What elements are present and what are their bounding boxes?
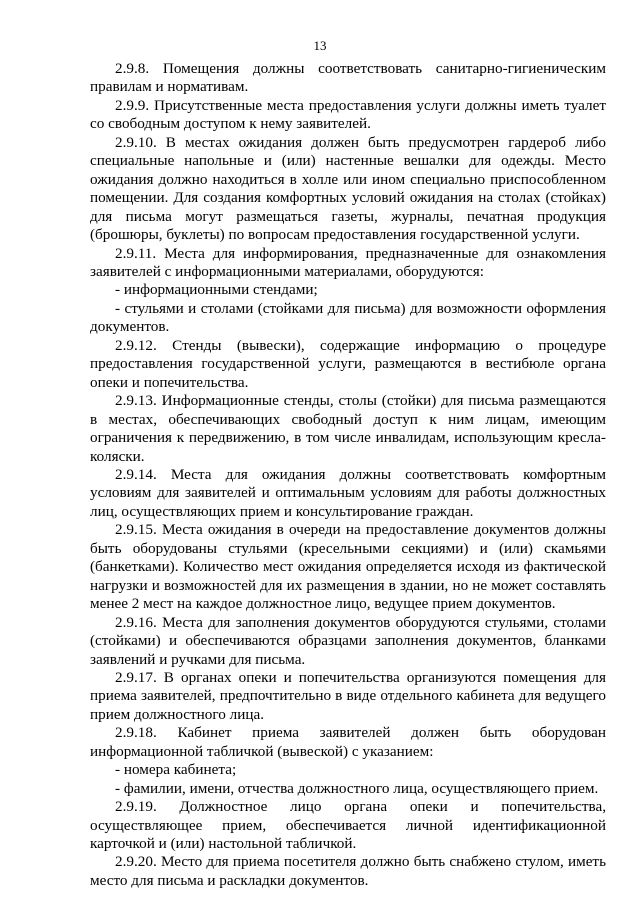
paragraph-2-9-14: 2.9.14. Места для ожидания должны соответствовать комфортным условиям для заявителей и оптимальным условиям для работы должностных лиц, осуществляющих прием и консультирование граждан. — [90, 465, 606, 520]
list-item: - информационными стендами; — [115, 281, 318, 299]
list-item: - фамилии, имени, отчества должностного лица, осуществляющего прием. — [115, 779, 599, 797]
paragraph-2-9-16: 2.9.16. Места для заполнения документов оборудуются стульями, столами (стойками) и обеспечиваются образцами заполнения документов, бланками заявлений и ручками для письма. — [90, 613, 606, 668]
list-item: - номера кабинета; — [115, 761, 237, 779]
paragraph-2-9-18: 2.9.18. Кабинет приема заявителей должен быть оборудован информационной табличкой (вывеской) с указанием: — [90, 724, 606, 760]
paragraph-2-9-11: 2.9.11. Места для информирования, предназначенные для ознакомления заявителей с информационными материалами, оборудуются: — [90, 244, 606, 280]
paragraph-2-9-20: 2.9.20. Место для приема посетителя должно быть снабжено стулом, иметь место для письма и раскладки документов. — [90, 853, 606, 889]
paragraph-2-9-8: 2.9.8. Помещения должны соответствовать санитарно-гигиеническим правилам и нормативам. — [90, 60, 606, 96]
paragraph-2-9-15: 2.9.15. Места ожидания в очереди на предоставление документов должны быть оборудованы стульями (кресельными секциями) и (или) скамьями (банкетками). Количество мест ожидания определяется исходя из фактической нагрузки и возможностей для их размещения в здании, но не может составлять менее 2 мест на каждое должностное лицо, ведущее прием документов. — [90, 521, 606, 613]
list-item: - стульями и столами (стойками для письма) для возможности оформления документов. — [90, 299, 606, 336]
paragraph-2-9-10: 2.9.10. В местах ожидания должен быть предусмотрен гардероб либо специальные напольные и (или) настенные вешалки для одежды. Место ожидания должно находиться в холле или ином специально приспособленном помещении. Для создания комфортных условий ожидания на столах (стойках) для письма могут размещаться газеты, журналы, печатная продукция (брошюры, буклеты) по вопросам предоставления государственной услуги. — [90, 133, 606, 244]
paragraph-2-9-12: 2.9.12. Стенды (вывески), содержащие информацию о процедуре предоставления государственной услуги, размещаются в вестибюле органа опеки и попечительства. — [90, 336, 606, 391]
paragraph-2-9-9: 2.9.9. Присутственные места предоставления услуги должны иметь туалет со свободным доступом к нему заявителей. — [90, 96, 606, 133]
page-number: 13 — [313, 38, 327, 53]
paragraph-2-9-13: 2.9.13. Информационные стенды, столы (стойки) для письма размещаются в местах, обеспечивающих свободный доступ к ним лицам, имеющим ограничения к передвижению, в том числе инвалидам, использующим кресла-коляски. — [90, 392, 606, 465]
paragraph-2-9-19: 2.9.19. Должностное лицо органа опеки и попечительства, осуществляющее прием, обеспечивается личной идентификационной карточкой и (или) настольной табличкой. — [90, 798, 606, 853]
document-body — [90, 60, 606, 890]
paragraph-2-9-17: 2.9.17. В органах опеки и попечительства организуются помещения для приема заявителей, предпочтительно в виде отдельного кабинета для ведущего прием должностного лица. — [90, 668, 606, 723]
